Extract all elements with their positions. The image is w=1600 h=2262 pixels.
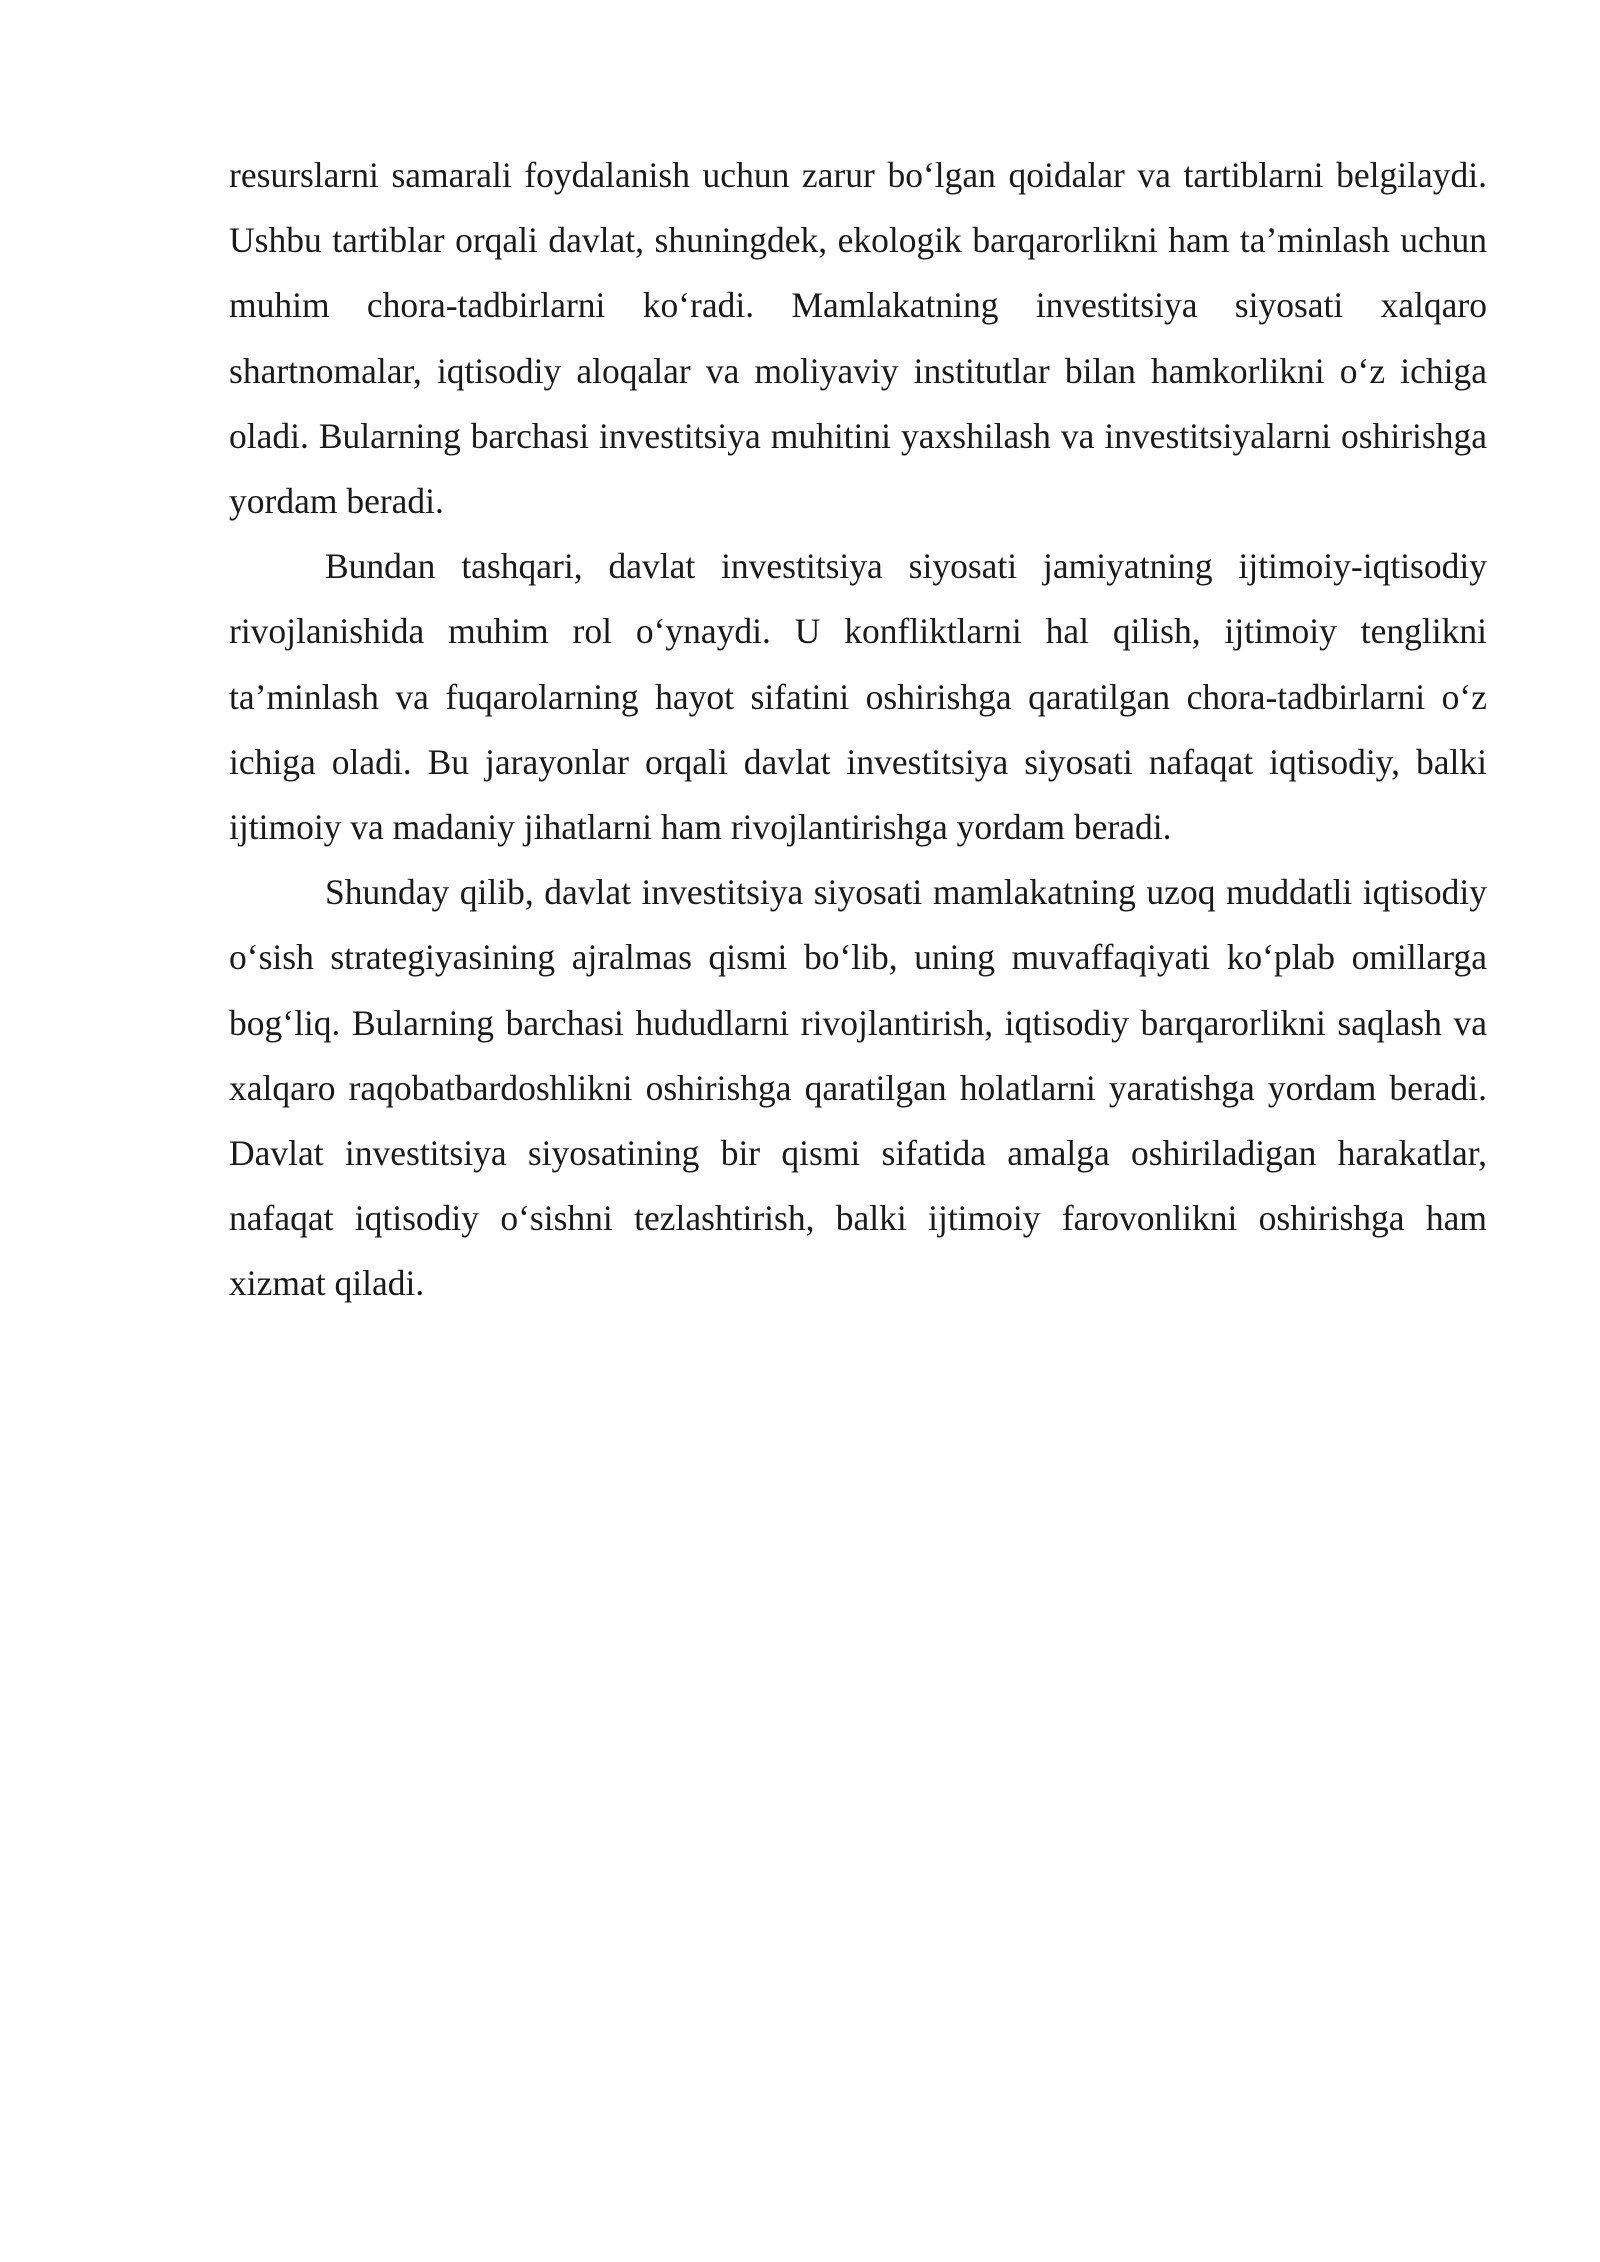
body-text xyxy=(229,143,1487,1317)
paragraph: Bundan tashqari, davlat investitsiya siyosati jamiyatning ijtimoiy-iqtisodiy rivojlanishida muhim rol o‘ynaydi. U konfliktlarni hal qilish, ijtimoiy tenglikni ta’minlash va fuqarolarning hayot sifatini oshirishga qaratilgan chora-tadbirlarni o‘z ichiga oladi. Bu jarayonlar orqali davlat investitsiya siyosati nafaqat iqtisodiy, balki ijtimoiy va madaniy jihatlarni ham rivojlantirishga yordam beradi. xyxy=(229,546,1487,848)
paragraph-continuation: resurslarni samarali foydalanish uchun zarur bo‘lgan qoidalar va tartiblarni belgilaydi. Ushbu tartiblar orqali davlat, shuningdek, ekologik barqarorlikni ham ta’minlash uchun muhim chora-tadbirlarni ko‘radi. Mamlakatning investitsiya siyosati xalqaro shartnomalar, iqtisodiy aloqalar va moliyaviy institutlar bilan hamkorlikni o‘z ichiga oladi. Bularning barchasi investitsiya muhitini yaxshilash va investitsiyalarni oshirishga yordam beradi. xyxy=(229,155,1487,522)
paragraph: Shunday qilib, davlat investitsiya siyosati mamlakatning uzoq muddatli iqtisodiy o‘sish strategiyasining ajralmas qismi bo‘lib, uning muvaffaqiyati ko‘plab omillarga bog‘liq. Bularning barchasi hududlarni rivojlantirish, iqtisodiy barqarorlikni saqlash va xalqaro raqobatbardoshlikni oshirishga qaratilgan holatlarni yaratishga yordam beradi. Davlat investitsiya siyosatining bir qismi sifatida amalga oshiriladigan harakatlar, nafaqat iqtisodiy o‘sishni tezlashtirish, balki ijtimoiy farovonlikni oshirishga ham xizmat qiladi. xyxy=(229,872,1487,1304)
